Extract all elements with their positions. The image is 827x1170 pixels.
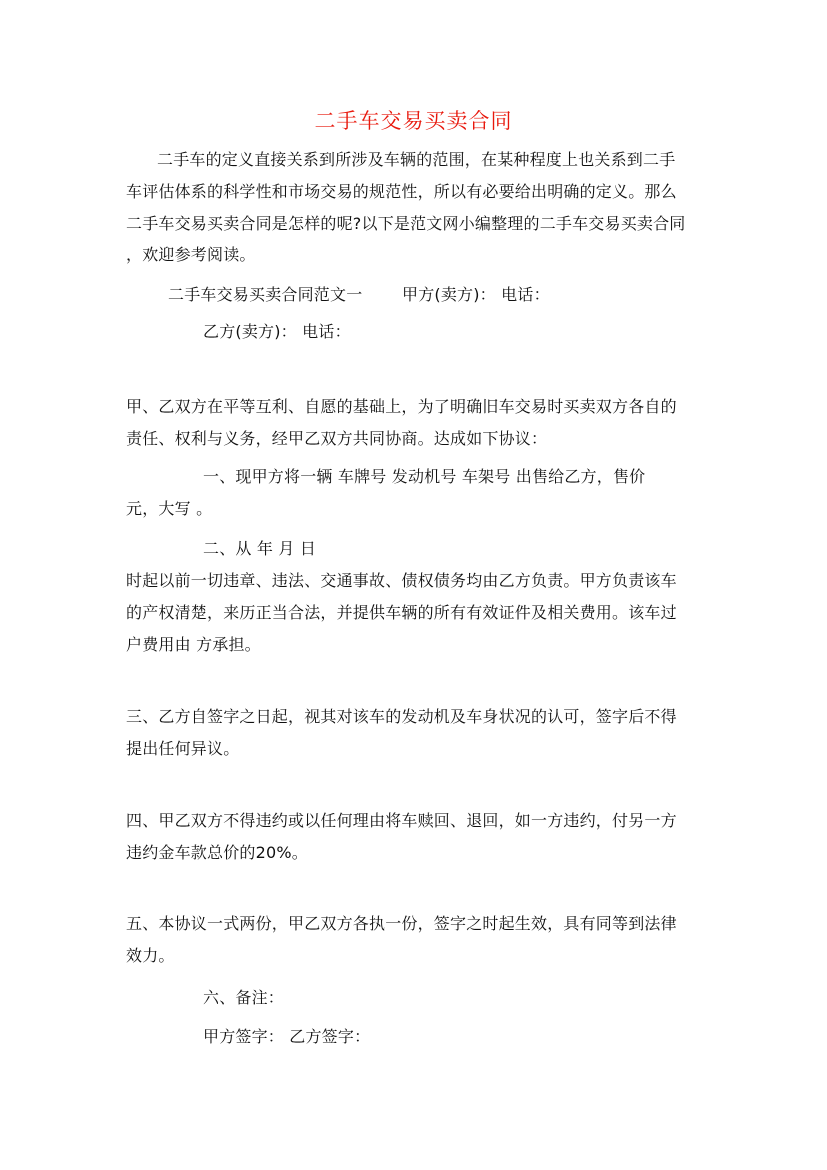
intro-line-4: ，欢迎参考阅读。 [126,245,256,264]
clause-2-line-2: 的产权清楚，来历正当合法，并提供车辆的所有有效证件及相关费用。该车过 [126,603,677,622]
intro-line-1: 二手车的定义直接关系到所涉及车辆的范围，在某种程度上也关系到二手 [157,150,676,169]
clause-1-line-2: 元，大写 。 [126,499,213,518]
clause-5-line-1: 五、本协议一式两份，甲乙双方各执一份，签字之时起生效，具有同等到法律 [126,914,677,933]
clause-3-line-1: 三、乙方自签字之日起，视其对该车的发动机及车身状况的认可，签字后不得 [126,707,677,726]
document-title: 二手车交易买卖合同 [314,109,513,133]
signature-line: 甲方签字： 乙方签字： [203,1027,371,1046]
clause-5-line-2: 效力。 [126,946,175,965]
intro-line-2: 车评估体系的科学性和市场交易的规范性，所以有必要给出明确的定义。那么 [126,182,677,201]
clause-2-line-1: 时起以前一切违章、违法、交通事故、债权债务均由乙方负责。甲方负责该车 [126,571,677,590]
party-b-line: 乙方(卖方)： 电话： [203,322,351,341]
party-a-line: 甲方(卖方)： 电话： [402,285,550,304]
clause-6-remarks: 六、备注： [203,988,285,1007]
clause-1-line-1: 一、现甲方将一辆 车牌号 发动机号 车架号 出售给乙方，售价 [203,467,646,486]
clause-2-heading: 二、从 年 月 日 [203,539,317,558]
intro-line-3: 二手车交易买卖合同是怎样的呢?以下是范文网小编整理的二手车交易买卖合同 [126,214,686,233]
clause-4-line-1: 四、甲乙双方不得违约或以任何理由将车赎回、退回，如一方违约，付另一方 [126,811,677,830]
clause-2-line-3: 户费用由 方承担。 [126,635,261,654]
clause-4-line-2: 违约金车款总价的20%。 [126,843,308,862]
sample-heading: 二手车交易买卖合同范文一 [168,285,363,304]
clause-3-line-2: 提出任何异议。 [126,739,240,758]
preamble-line-1: 甲、乙双方在平等互利、自愿的基础上，为了明确旧车交易时买卖双方各自的 [126,397,677,416]
preamble-line-2: 责任、权利与义务，经甲乙双方共同协商。达成如下协议： [126,429,548,448]
